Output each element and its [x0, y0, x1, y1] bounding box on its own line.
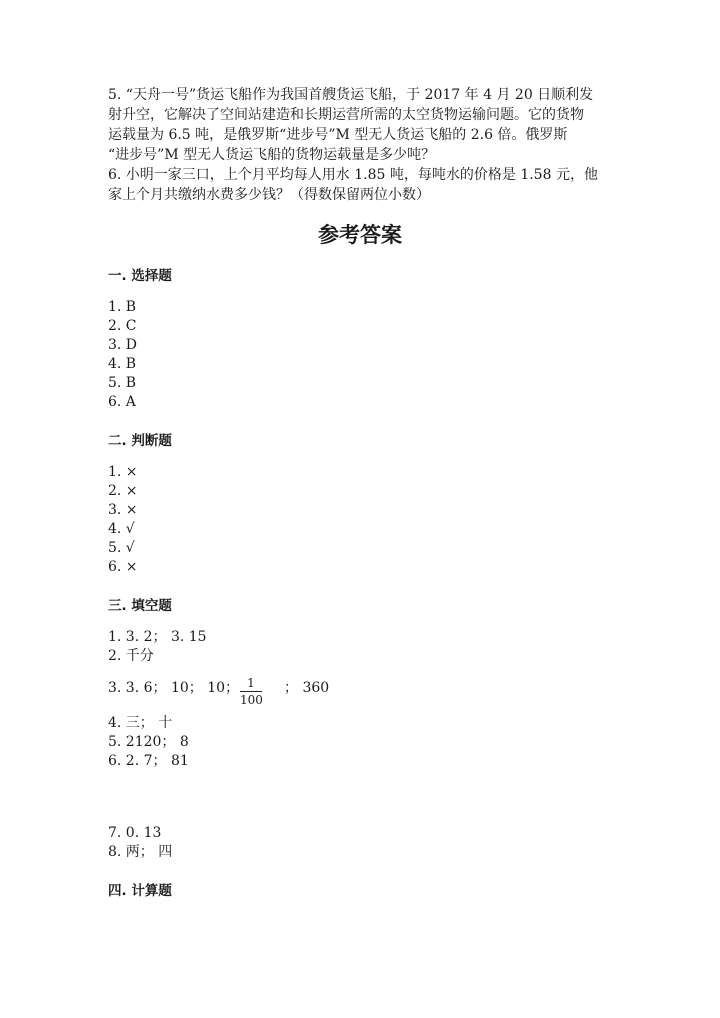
question-6-line-2: 家上个月共缴纳水费多少钱？（得数保留两位小数） — [108, 187, 430, 203]
fraction — [240, 676, 262, 707]
answer-item-3-suffix: ； 360 — [284, 680, 330, 696]
answer-item: 4. B — [108, 356, 137, 372]
fraction-numerator: 1 — [247, 676, 255, 690]
question-5-line-4: “进步号”M 型无人货运飞船的货物运载量是多少吨？ — [108, 147, 436, 163]
section-heading-calc: 四. 计算题 — [108, 883, 172, 899]
answer-item: 6. 2. 7； 81 — [108, 753, 189, 769]
answer-item: 3. × — [108, 502, 138, 518]
question-5-line-2: 射升空，它解决了空间站建造和长期运营所需的太空货物运输问题。它的货物 — [108, 107, 584, 123]
answer-item: 2. × — [108, 483, 138, 499]
fraction-bar — [240, 691, 262, 692]
answer-item: 8. 两； 四 — [108, 844, 173, 860]
section-heading-choice: 一. 选择题 — [108, 268, 172, 284]
answer-item: 2. 千分 — [108, 648, 154, 664]
answer-item: 3. D — [108, 337, 138, 353]
answer-item: 6. A — [108, 394, 136, 410]
answer-item: 1. B — [108, 299, 137, 315]
answer-item: 1. 3. 2； 3. 15 — [108, 629, 207, 645]
answer-item-3-prefix: 3. 3. 6； 10； 10； — [108, 680, 240, 696]
section-heading-fill: 三. 填空题 — [108, 598, 172, 614]
answers-title: 参考答案 — [318, 223, 402, 247]
answer-item: 5. √ — [108, 540, 135, 556]
answer-item: 6. × — [108, 559, 138, 575]
question-5-line-1: 5. “天舟一号”货运飞船作为我国首艘货运飞船，于 2017 年 4 月 20 日顺利发 — [108, 87, 594, 103]
answer-item: 1. × — [108, 464, 138, 480]
answer-item: 2. C — [108, 318, 137, 334]
fraction-denominator: 100 — [240, 693, 263, 707]
answer-item: 5. 2120； 8 — [108, 734, 189, 750]
answer-item: 5. B — [108, 375, 137, 391]
answer-item: 7. 0. 13 — [108, 825, 162, 841]
section-heading-judge: 二. 判断题 — [108, 433, 172, 449]
question-6-line-1: 6. 小明一家三口，上个月平均每人用水 1.85 吨，每吨水的价格是 1.58 元，他 — [108, 167, 598, 183]
question-5-line-3: 运载量为 6.5 吨，是俄罗斯“进步号”M 型无人货运飞船的 2.6 倍。俄罗斯 — [108, 127, 568, 143]
answer-item: 4. √ — [108, 521, 135, 537]
answer-item: 4. 三； 十 — [108, 715, 173, 731]
